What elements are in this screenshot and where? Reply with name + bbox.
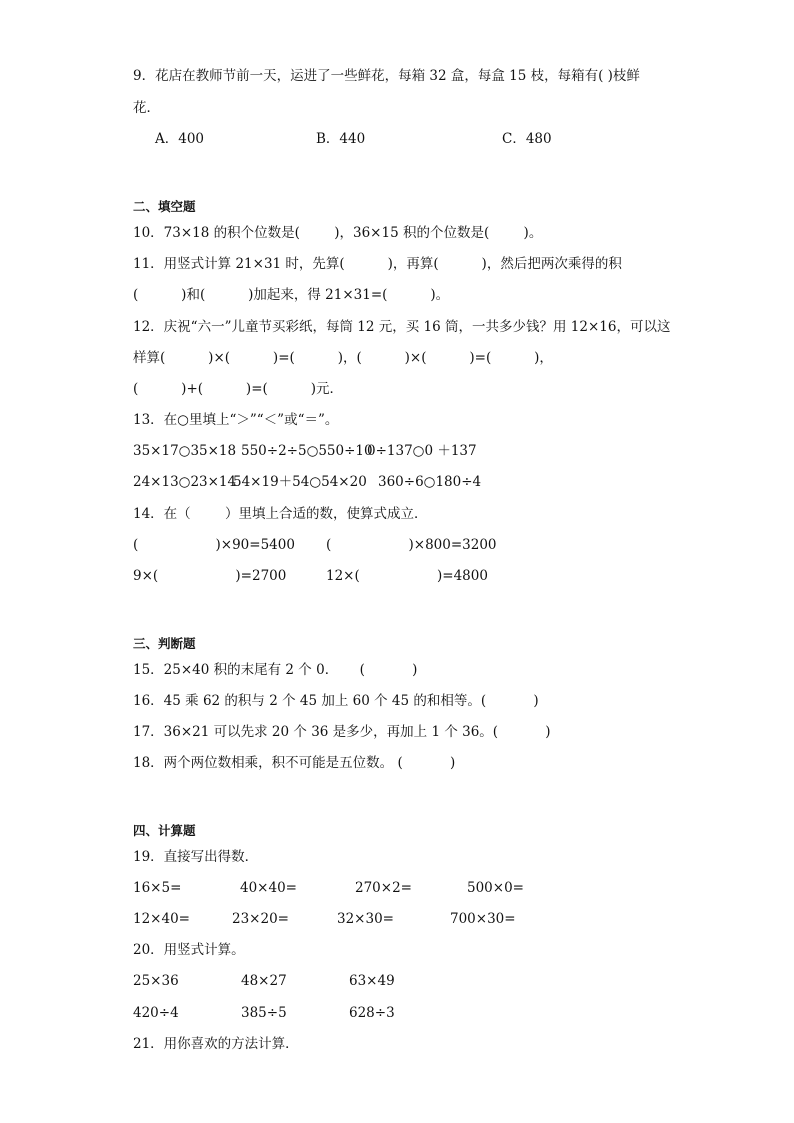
- q14-item: ( )×800=3200: [326, 537, 497, 553]
- q13-item: 35×17○35×18: [133, 443, 237, 459]
- q10: 10．73×18 的积个位数是( )，36×15 积的个位数是( )。: [133, 225, 543, 241]
- q19-item: 500×0=: [467, 880, 524, 896]
- q13-item: 54×19＋54○54×20: [233, 474, 367, 490]
- q19-item: 23×20=: [232, 911, 289, 927]
- q19-item: 700×30=: [450, 911, 516, 927]
- q14-item: ( )×90=5400: [133, 537, 295, 553]
- q11-line1: 11．用竖式计算 21×31 时，先算( )，再算( )，然后把两次乘得的积: [133, 256, 622, 272]
- q13-item: 0÷137○0 ＋137: [367, 443, 477, 459]
- q18: 18．两个两位数相乘，积不可能是五位数。 ( ): [133, 755, 456, 771]
- q19-item: 16×5=: [133, 880, 182, 896]
- q15: 15．25×40 积的末尾有 2 个 0． ( ): [133, 662, 418, 678]
- q20-item: 48×27: [241, 973, 287, 989]
- q16: 16．45 乘 62 的积与 2 个 45 加上 60 个 45 的和相等。( ): [133, 693, 539, 709]
- q19-item: 32×30=: [337, 911, 394, 927]
- q12-line2: 样算( )×( )=( )，( )×( )=( )，: [133, 350, 553, 366]
- section2-heading: 二、填空题: [133, 199, 196, 214]
- q13: 13．在○里填上“＞”“＜”或“＝”。: [133, 412, 339, 428]
- q12-line3: ( )+( )=( )元．: [133, 381, 343, 397]
- q9-line2: 花．: [133, 100, 160, 116]
- q14-item: 9×( )=2700: [133, 568, 287, 584]
- q13-item: 360÷6○180÷4: [378, 474, 482, 490]
- q19-item: 270×2=: [355, 880, 412, 896]
- q13-item: 24×13○23×14: [133, 474, 237, 490]
- q21: 21．用你喜欢的方法计算．: [133, 1036, 299, 1052]
- q11-line2: ( )和( )加起来，得 21×31=( )。: [133, 287, 450, 303]
- q19: 19．直接写出得数．: [133, 849, 259, 865]
- q14-item: 12×( )=4800: [326, 568, 488, 584]
- q19-item: 40×40=: [240, 880, 297, 896]
- q9-line1: 9．花店在教师节前一天，运进了一些鲜花，每箱 32 盒，每盒 15 枝，每箱有( )枝鲜: [133, 68, 640, 84]
- q20: 20．用竖式计算。: [133, 942, 245, 958]
- q9-option-a: A．400: [155, 131, 205, 147]
- q20-item: 63×49: [349, 973, 395, 989]
- q20-item: 420÷4: [133, 1005, 179, 1021]
- q20-item: 25×36: [133, 973, 179, 989]
- q17: 17．36×21 可以先求 20 个 36 是多少，再加上 1 个 36。( ): [133, 724, 551, 740]
- q14: 14．在（ ）里填上合适的数，使算式成立．: [133, 506, 428, 522]
- q9-option-c: C．480: [502, 131, 552, 147]
- section4-heading: 四、计算题: [133, 823, 196, 838]
- section3-heading: 三、判断题: [133, 636, 196, 651]
- q12-line1: 12．庆祝“六一”儿童节买彩纸，每筒 12 元，买 16 筒，一共多少钱？用 12×16，可以这: [133, 319, 671, 335]
- q9-option-b: B．440: [316, 131, 366, 147]
- q20-item: 628÷3: [349, 1005, 395, 1021]
- q19-item: 12×40=: [133, 911, 190, 927]
- q13-item: 550÷2÷5○550÷10: [241, 443, 373, 459]
- q20-item: 385÷5: [241, 1005, 287, 1021]
